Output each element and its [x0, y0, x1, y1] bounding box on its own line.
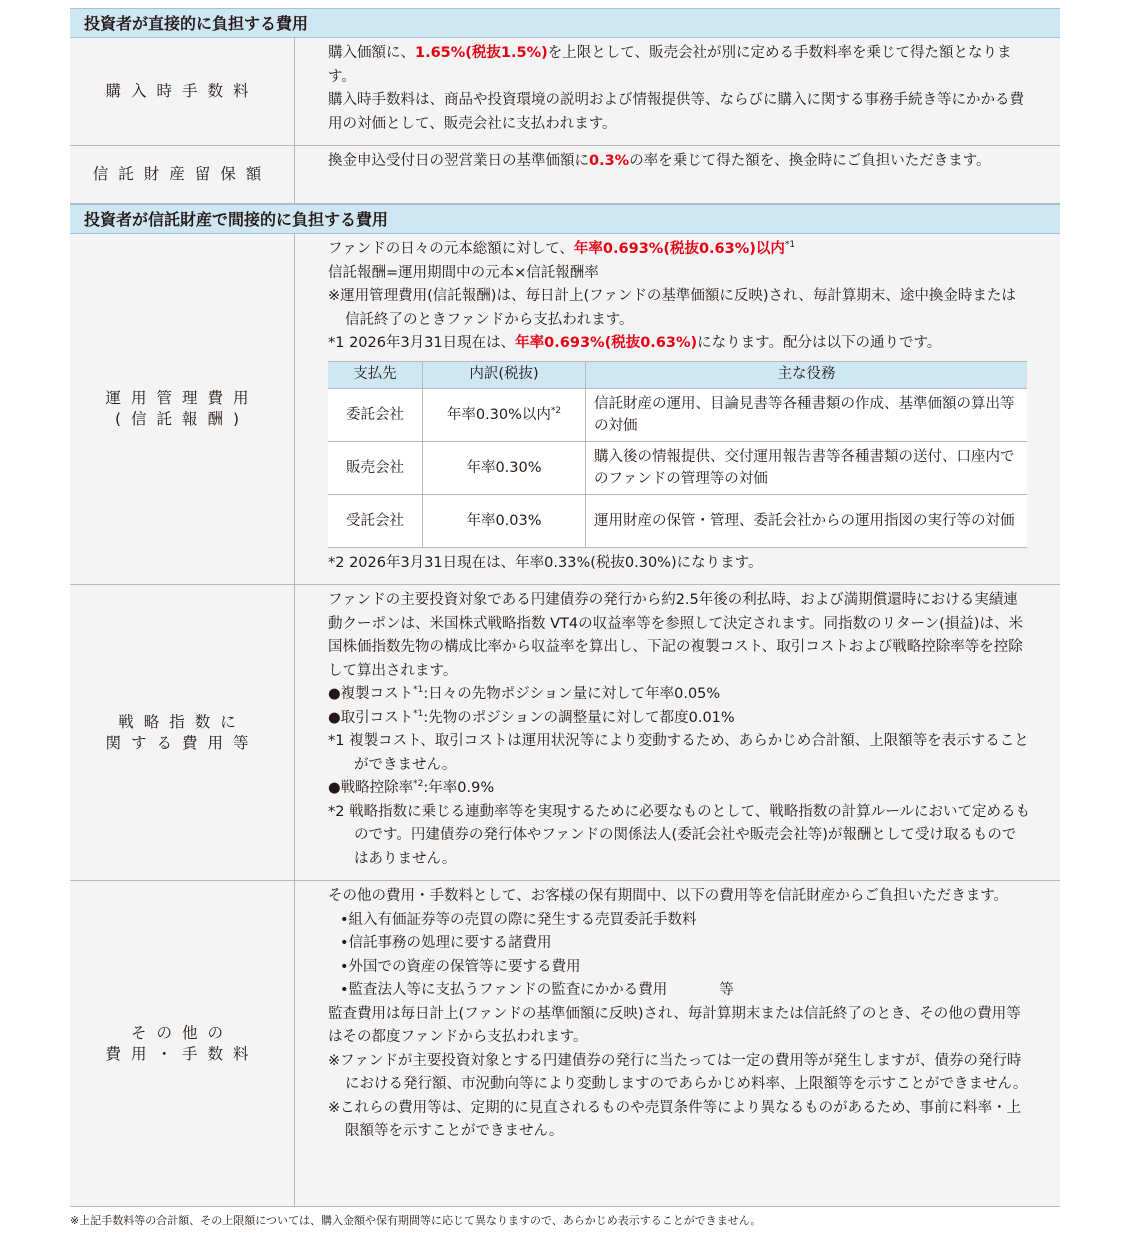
col-header-rate: 内訳(税抜) [423, 361, 586, 388]
section-header-direct: 投資者が直接的に負担する費用 [70, 8, 1060, 38]
retention-body: 換金申込受付日の翌営業日の基準価額に0.3%の率を乗じて得た額を、換金時にご負担いただきます。 [328, 153, 991, 169]
strategy-fee-label: 戦略指数に 関する費用等 [70, 585, 295, 880]
mgmt-fee-body: ファンドの日々の元本総額に対して、年率0.693%(税抜0.63%)以内$^{*1}$ 信託報酬=運用期間中の元本×信託報酬率 ※運用管理費用(信託報酬)は、毎日計上(ファンドの基準価額に反映)され、毎計算期末、途中換金時または信託終了のときファンドから支払われます。 *1 2026年3月31日現在は、年率0.693%(税抜0.63%)になります。配分は以下の通りです。 支払先 内訳(税抜) 主な役務 委託会社 年率0.30%以内$^{*2}$ 信託財産の運用、目論見書等各種書類の作成、基準価額の算出等の対価 販売会社 年率0.30% 購入後の情報提供、交付運用報告書等各種書類の送付、口座内でのファンドの管理等の対価 受託会社 年率0.03% 運用財産の保管・管理、委託会社からの運用指図の実行等の対価 *2 2026年3月31日現在は、年率0.33%(税抜0.30%)になります。 [295, 234, 1060, 584]
section-header-indirect: 投資者が信託財産で間接的に負担する費用 [70, 204, 1060, 234]
list-item: •組入有価証券等の売買の際に発生する売買委託手数料 [340, 911, 697, 928]
fee-table [70, 8, 1060, 1207]
list-item: •監査法人等に支払うファンドの監査にかかる費用 等 [340, 982, 734, 998]
strategy-fee-row [70, 585, 1060, 881]
list-item: •信託事務の処理に要する諸費用 [340, 935, 552, 951]
col-header-role: 主な役務 [586, 361, 1028, 388]
table-row: 販売会社 年率0.30% 購入後の情報提供、交付運用報告書等各種書類の送付、口座内でのファンドの管理等の対価 [328, 441, 1027, 494]
col-header-payee: 支払先 [328, 361, 423, 388]
retention-label: 信託財産留保額 [70, 146, 295, 203]
other-fee-body: その他の費用・手数料として、お客様の保有期間中、以下の費用等を信託財産からご負担いただきます。 •組入有価証券等の売買の際に発生する売買委託手数料 •信託事務の処理に要する諸費用 •外国での資産の保管等に要する費用 •監査法人等に支払うファンドの監査にかかる費用 等 監査費用は毎日計上(ファンドの基準価額に反映)され、毎計算期末または信託終了のとき、その他の費用等はその都度ファンドから支払われます。 ※ファンドが主要投資対象とする円建債券の発行に当たっては一定の費用等が発生しますが、債券の発行時における発行額、市況動向等により変動しますのであらかじめ料率、上限額等を示すことができません。 ※これらの費用等は、定期的に見直されるものや売買条件等により異なるものがあるため、事前に料率・上限額等を示すことができません。 [295, 881, 1060, 1206]
other-fee-row [70, 881, 1060, 1207]
strategy-fee-body: ファンドの主要投資対象である円建債券の発行から約2.5年後の利払時、および満期償還時における実績連動クーポンは、米国株式戦略指数 VT4の収益率等を参照して決定されます。同指数のリターン(損益)は、米国株価指数先物の構成比率から収益率を算出し、下記の複製コスト、取引コストおよび戦略控除率等を控除して算出されます。 ●複製コスト$^{*1}$:日々の先物ポジション量に対して年率0.05% ●取引コスト$^{*1}$:先物のポジションの調整量に対して都度0.01% *1 複製コスト、取引コストは運用状況等により変動するため、あらかじめ合計額、上限額等を表示することができません。 ●戦略控除率$^{*2}$:年率0.9% *2 戦略指数に乗じる連動率等を実現するために必要なものとして、戦略指数の計算ルールにおいて定めるものです。円建債券の発行体やファンドの関係法人(委託会社や販売会社等)が報酬として受け取るものではありません。 [328, 592, 1031, 867]
purchase-fee-label: 購入時手数料 [70, 38, 295, 145]
footnote: ※上記手数料等の合計額、その上限額については、購入金額や保有期間等に応じて異なりますので、あらかじめ表示することができません。 [70, 1214, 762, 1227]
allocation-table [328, 361, 1027, 548]
mgmt-fee-row [70, 234, 1060, 585]
table-row: 受託会社 年率0.03% 運用財産の保管・管理、委託会社からの運用指図の実行等の対価 [328, 494, 1027, 547]
purchase-fee-row [70, 38, 1060, 146]
mgmt-fee-label: 運用管理費用 (信託報酬) [70, 234, 295, 584]
other-fee-label: その他の 費用・手数料 [70, 881, 295, 1206]
table-row: 委託会社 年率0.30%以内$^{*2}$ 信託財産の運用、目論見書等各種書類の作成、基準価額の算出等の対価 [328, 388, 1027, 441]
list-item: •外国での資産の保管等に要する費用 [340, 958, 581, 975]
purchase-fee-body: 購入価額に、1.65%(税抜1.5%)を上限として、販売会社が別に定める手数料率を乗じて得た額となります。 購入時手数料は、商品や投資環境の説明および情報提供等、ならびに購入に関する事務手続き等にかかる費用の対価として、販売会社に支払われます。 [328, 45, 1024, 132]
retention-row [70, 146, 1060, 204]
